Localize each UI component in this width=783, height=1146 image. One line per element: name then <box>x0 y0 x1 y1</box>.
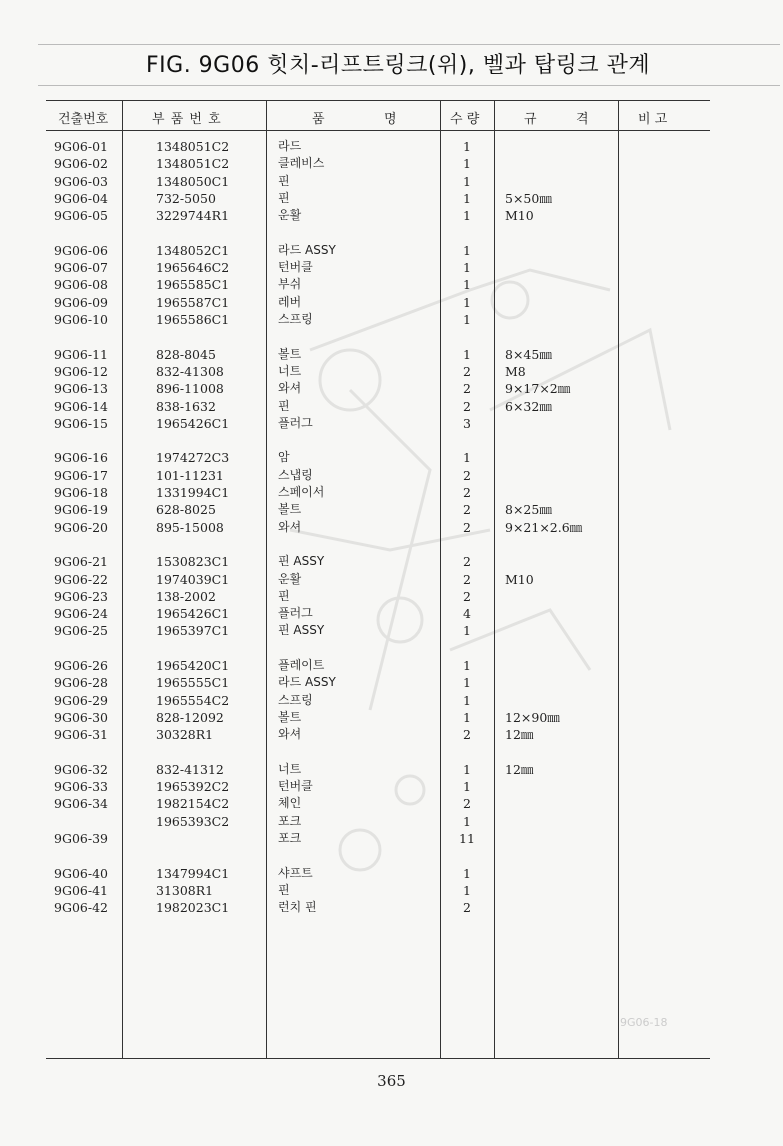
row-qty: 2 <box>463 485 471 500</box>
row-part-name: 와셔 <box>278 519 302 534</box>
row-part-name: 라드 ASSY <box>278 675 336 690</box>
row-part-name: 턴버클 <box>278 779 313 794</box>
row-spec: 12㎜ <box>505 761 534 777</box>
row-part-number: 832-41312 <box>156 761 224 777</box>
row-spec: 8×45㎜ <box>505 346 552 362</box>
row-part-number: 1965392C2 <box>156 779 230 795</box>
row-part-no: 9G06-07 <box>54 260 108 276</box>
row-qty: 1 <box>463 173 471 189</box>
row-part-number: 1965420C1 <box>156 658 230 673</box>
row-part-number: 1982023C1 <box>156 900 230 916</box>
row-part-no: 9G06-15 <box>54 415 108 431</box>
row-qty: 1 <box>463 865 471 881</box>
row-part-no: 9G06-32 <box>54 761 108 777</box>
row-part-no: 9G06-08 <box>54 277 108 293</box>
row-part-no: 9G06-02 <box>54 156 108 172</box>
row-part-number: 1348051C2 <box>156 139 230 154</box>
row-part-name: 볼트 <box>278 502 302 517</box>
row-part-number: 1348050C1 <box>156 173 230 189</box>
row-part-name: 플러그 <box>278 606 313 621</box>
row-spec: M8 <box>505 363 526 379</box>
row-part-number: 1331994C1 <box>156 485 230 500</box>
row-part-no: 9G06-22 <box>54 571 108 587</box>
row-part-number: 1965397C1 <box>156 623 230 639</box>
row-qty: 1 <box>463 813 471 829</box>
row-part-name: 핀 <box>278 398 290 413</box>
row-part-number: 838-1632 <box>156 398 216 414</box>
row-part-no: 9G06-28 <box>54 675 108 691</box>
row-part-name: 스프링 <box>278 312 313 326</box>
row-part-name: 암 <box>278 450 290 465</box>
row-part-no: 9G06-33 <box>54 779 108 795</box>
row-part-no: 9G06-18 <box>54 485 108 500</box>
row-part-number: 1974272C3 <box>156 450 230 466</box>
row-qty: 2 <box>463 554 471 570</box>
row-part-name: 볼트 <box>278 346 302 361</box>
row-part-name: 핀 <box>278 190 290 205</box>
row-qty: 2 <box>463 467 471 483</box>
row-part-no: 9G06-40 <box>54 865 108 881</box>
row-part-no: 9G06-19 <box>54 502 108 518</box>
column-divider <box>618 100 619 1058</box>
row-part-no: 9G06-03 <box>54 173 108 189</box>
row-part-name: 핀 <box>278 173 290 188</box>
row-qty: 2 <box>463 502 471 518</box>
row-part-number: 832-41308 <box>156 363 224 379</box>
row-part-name: 라드 <box>278 139 302 153</box>
row-qty: 1 <box>463 277 471 293</box>
row-part-number: 31308R1 <box>156 882 214 898</box>
header-name-b: 명 <box>384 112 397 127</box>
column-divider <box>266 100 267 1058</box>
row-qty: 2 <box>463 796 471 812</box>
row-qty: 1 <box>463 675 471 691</box>
row-part-no: 9G06-21 <box>54 554 108 570</box>
row-part-number: 628-8025 <box>156 502 216 518</box>
row-qty: 1 <box>463 190 471 206</box>
row-qty: 1 <box>463 450 471 466</box>
row-part-name: 핀 <box>278 588 290 603</box>
row-part-number: 896-11008 <box>156 381 224 397</box>
row-part-name: 너트 <box>278 363 302 378</box>
row-part-name: 플레이트 <box>278 658 325 672</box>
page-title: FIG. 9G06 힛치-리프트링크(위), 벨과 탑링크 관계 <box>146 53 651 78</box>
row-part-no: 9G06-14 <box>54 398 108 414</box>
row-part-number: 1965646C2 <box>156 260 230 276</box>
row-qty: 1 <box>463 692 471 708</box>
row-part-no: 9G06-12 <box>54 363 108 379</box>
row-part-number: 1965426C1 <box>156 415 230 431</box>
row-qty: 1 <box>463 139 471 154</box>
row-qty: 2 <box>463 727 471 743</box>
row-part-name: 부쉬 <box>278 277 302 292</box>
row-part-name: 턴버클 <box>278 260 313 275</box>
row-qty: 1 <box>463 623 471 639</box>
row-part-name: 체인 <box>278 796 302 811</box>
row-part-name: 운활 <box>278 571 302 586</box>
row-qty: 2 <box>463 571 471 587</box>
row-qty: 1 <box>463 882 471 898</box>
row-part-no: 9G06-16 <box>54 450 108 466</box>
row-spec: 12㎜ <box>505 727 534 743</box>
row-part-name: 플러그 <box>278 415 313 430</box>
table-header-rule <box>46 130 710 131</box>
row-part-no: 9G06-04 <box>54 190 108 206</box>
row-part-name: 스페이서 <box>278 485 325 499</box>
row-part-number: 1348052C1 <box>156 242 230 258</box>
row-part-number: 828-12092 <box>156 709 224 725</box>
row-part-number: 1347994C1 <box>156 865 230 881</box>
row-part-no: 9G06-25 <box>54 623 108 639</box>
header-qty: 수 량 <box>450 112 480 127</box>
header-spec-b: 격 <box>576 112 589 127</box>
row-part-number: 1530823C1 <box>156 554 230 570</box>
row-spec: 9×21×2.6㎜ <box>505 519 583 535</box>
row-part-no: 9G06-31 <box>54 727 108 743</box>
row-part-no: 9G06-01 <box>54 139 108 154</box>
row-qty: 1 <box>463 658 471 673</box>
row-part-no: 9G06-05 <box>54 208 108 224</box>
row-part-name: 핀 ASSY <box>278 554 325 569</box>
faint-watermark: 9G06-18 <box>620 1016 668 1029</box>
row-qty: 1 <box>463 242 471 258</box>
row-part-number: 1982154C2 <box>156 796 230 812</box>
row-part-no: 9G06-41 <box>54 882 108 898</box>
row-spec: 8×25㎜ <box>505 502 552 518</box>
row-part-no: 9G06-42 <box>54 900 108 916</box>
header-no: 건출번호 <box>58 112 109 127</box>
row-part-no: 9G06-17 <box>54 467 108 483</box>
bleed-through-diagram <box>230 230 730 930</box>
row-qty: 2 <box>463 381 471 397</box>
row-qty: 1 <box>463 312 471 327</box>
row-qty: 2 <box>463 519 471 535</box>
row-part-name: 너트 <box>278 761 302 776</box>
row-qty: 1 <box>463 208 471 224</box>
row-spec: M10 <box>505 571 534 587</box>
header-spec-a: 규 <box>524 112 537 127</box>
header-part: 부 품 번 호 <box>152 112 222 127</box>
row-part-no: 9G06-11 <box>54 346 108 362</box>
header-name-a: 품 <box>312 112 325 127</box>
row-part-number: 828-8045 <box>156 346 216 362</box>
row-qty: 1 <box>463 294 471 310</box>
row-part-name: 런치 핀 <box>278 900 317 915</box>
row-part-number: 138-2002 <box>156 588 216 604</box>
column-divider <box>440 100 441 1058</box>
row-part-number: 895-15008 <box>156 519 224 535</box>
row-qty: 1 <box>463 761 471 777</box>
row-part-number: 3229744R1 <box>156 208 230 224</box>
row-part-name: 클레비스 <box>278 156 325 171</box>
row-part-number: 1974039C1 <box>156 571 230 587</box>
row-qty: 1 <box>463 779 471 795</box>
row-spec: 12×90㎜ <box>505 709 560 725</box>
row-part-name: 핀 <box>278 882 290 897</box>
row-qty: 1 <box>463 260 471 276</box>
row-qty: 3 <box>463 415 471 431</box>
row-part-number: 732-5050 <box>156 190 216 206</box>
row-part-name: 라드 ASSY <box>278 242 336 257</box>
row-part-number: 101-11231 <box>156 467 224 483</box>
row-part-no: 9G06-24 <box>54 606 108 622</box>
row-part-no: 9G06-39 <box>54 831 108 846</box>
row-part-name: 핀 ASSY <box>278 623 325 638</box>
row-part-name: 와셔 <box>278 381 302 396</box>
row-part-number: 1965393C2 <box>156 813 230 829</box>
row-qty: 1 <box>463 709 471 725</box>
row-spec: 6×32㎜ <box>505 398 552 414</box>
row-part-no: 9G06-06 <box>54 242 108 258</box>
row-part-no: 9G06-34 <box>54 796 108 812</box>
table-bottom-rule <box>46 1058 710 1059</box>
row-spec: 5×50㎜ <box>505 190 552 206</box>
row-part-no: 9G06-10 <box>54 312 108 327</box>
column-divider <box>494 100 495 1058</box>
row-qty: 2 <box>463 363 471 379</box>
row-part-name: 포크 <box>278 831 302 845</box>
row-part-name: 레버 <box>278 294 302 309</box>
row-qty: 2 <box>463 588 471 604</box>
table-top-rule <box>46 100 710 101</box>
row-part-name: 포크 <box>278 813 302 828</box>
row-qty: 2 <box>463 398 471 414</box>
row-part-name: 샤프트 <box>278 865 313 880</box>
row-part-number: 30328R1 <box>156 727 214 743</box>
row-qty: 4 <box>463 606 471 622</box>
row-qty: 11 <box>459 831 475 846</box>
row-part-number: 1965554C2 <box>156 692 230 708</box>
column-divider <box>122 100 123 1058</box>
row-part-name: 운활 <box>278 208 302 223</box>
row-spec: M10 <box>505 208 534 224</box>
row-part-name: 와셔 <box>278 727 302 742</box>
row-part-no: 9G06-13 <box>54 381 108 397</box>
row-part-number: 1965426C1 <box>156 606 230 622</box>
row-part-no: 9G06-29 <box>54 692 108 708</box>
row-qty: 1 <box>463 346 471 362</box>
row-part-number: 1348051C2 <box>156 156 230 172</box>
row-part-no: 9G06-09 <box>54 294 108 310</box>
row-part-number: 1965586C1 <box>156 312 230 327</box>
row-part-number: 1965587C1 <box>156 294 230 310</box>
row-part-no: 9G06-30 <box>54 709 108 725</box>
row-part-no: 9G06-23 <box>54 588 108 604</box>
row-qty: 1 <box>463 156 471 172</box>
row-part-name: 스냅링 <box>278 467 313 482</box>
row-qty: 2 <box>463 900 471 916</box>
row-spec: 9×17×2㎜ <box>505 381 571 397</box>
row-part-no: 9G06-26 <box>54 658 108 673</box>
header-remark: 비 고 <box>638 112 668 127</box>
row-part-number: 1965555C1 <box>156 675 230 691</box>
row-part-name: 볼트 <box>278 709 302 724</box>
row-part-no: 9G06-20 <box>54 519 108 535</box>
row-part-number: 1965585C1 <box>156 277 230 293</box>
row-part-name: 스프링 <box>278 692 313 707</box>
page-number: 365 <box>377 1072 406 1090</box>
